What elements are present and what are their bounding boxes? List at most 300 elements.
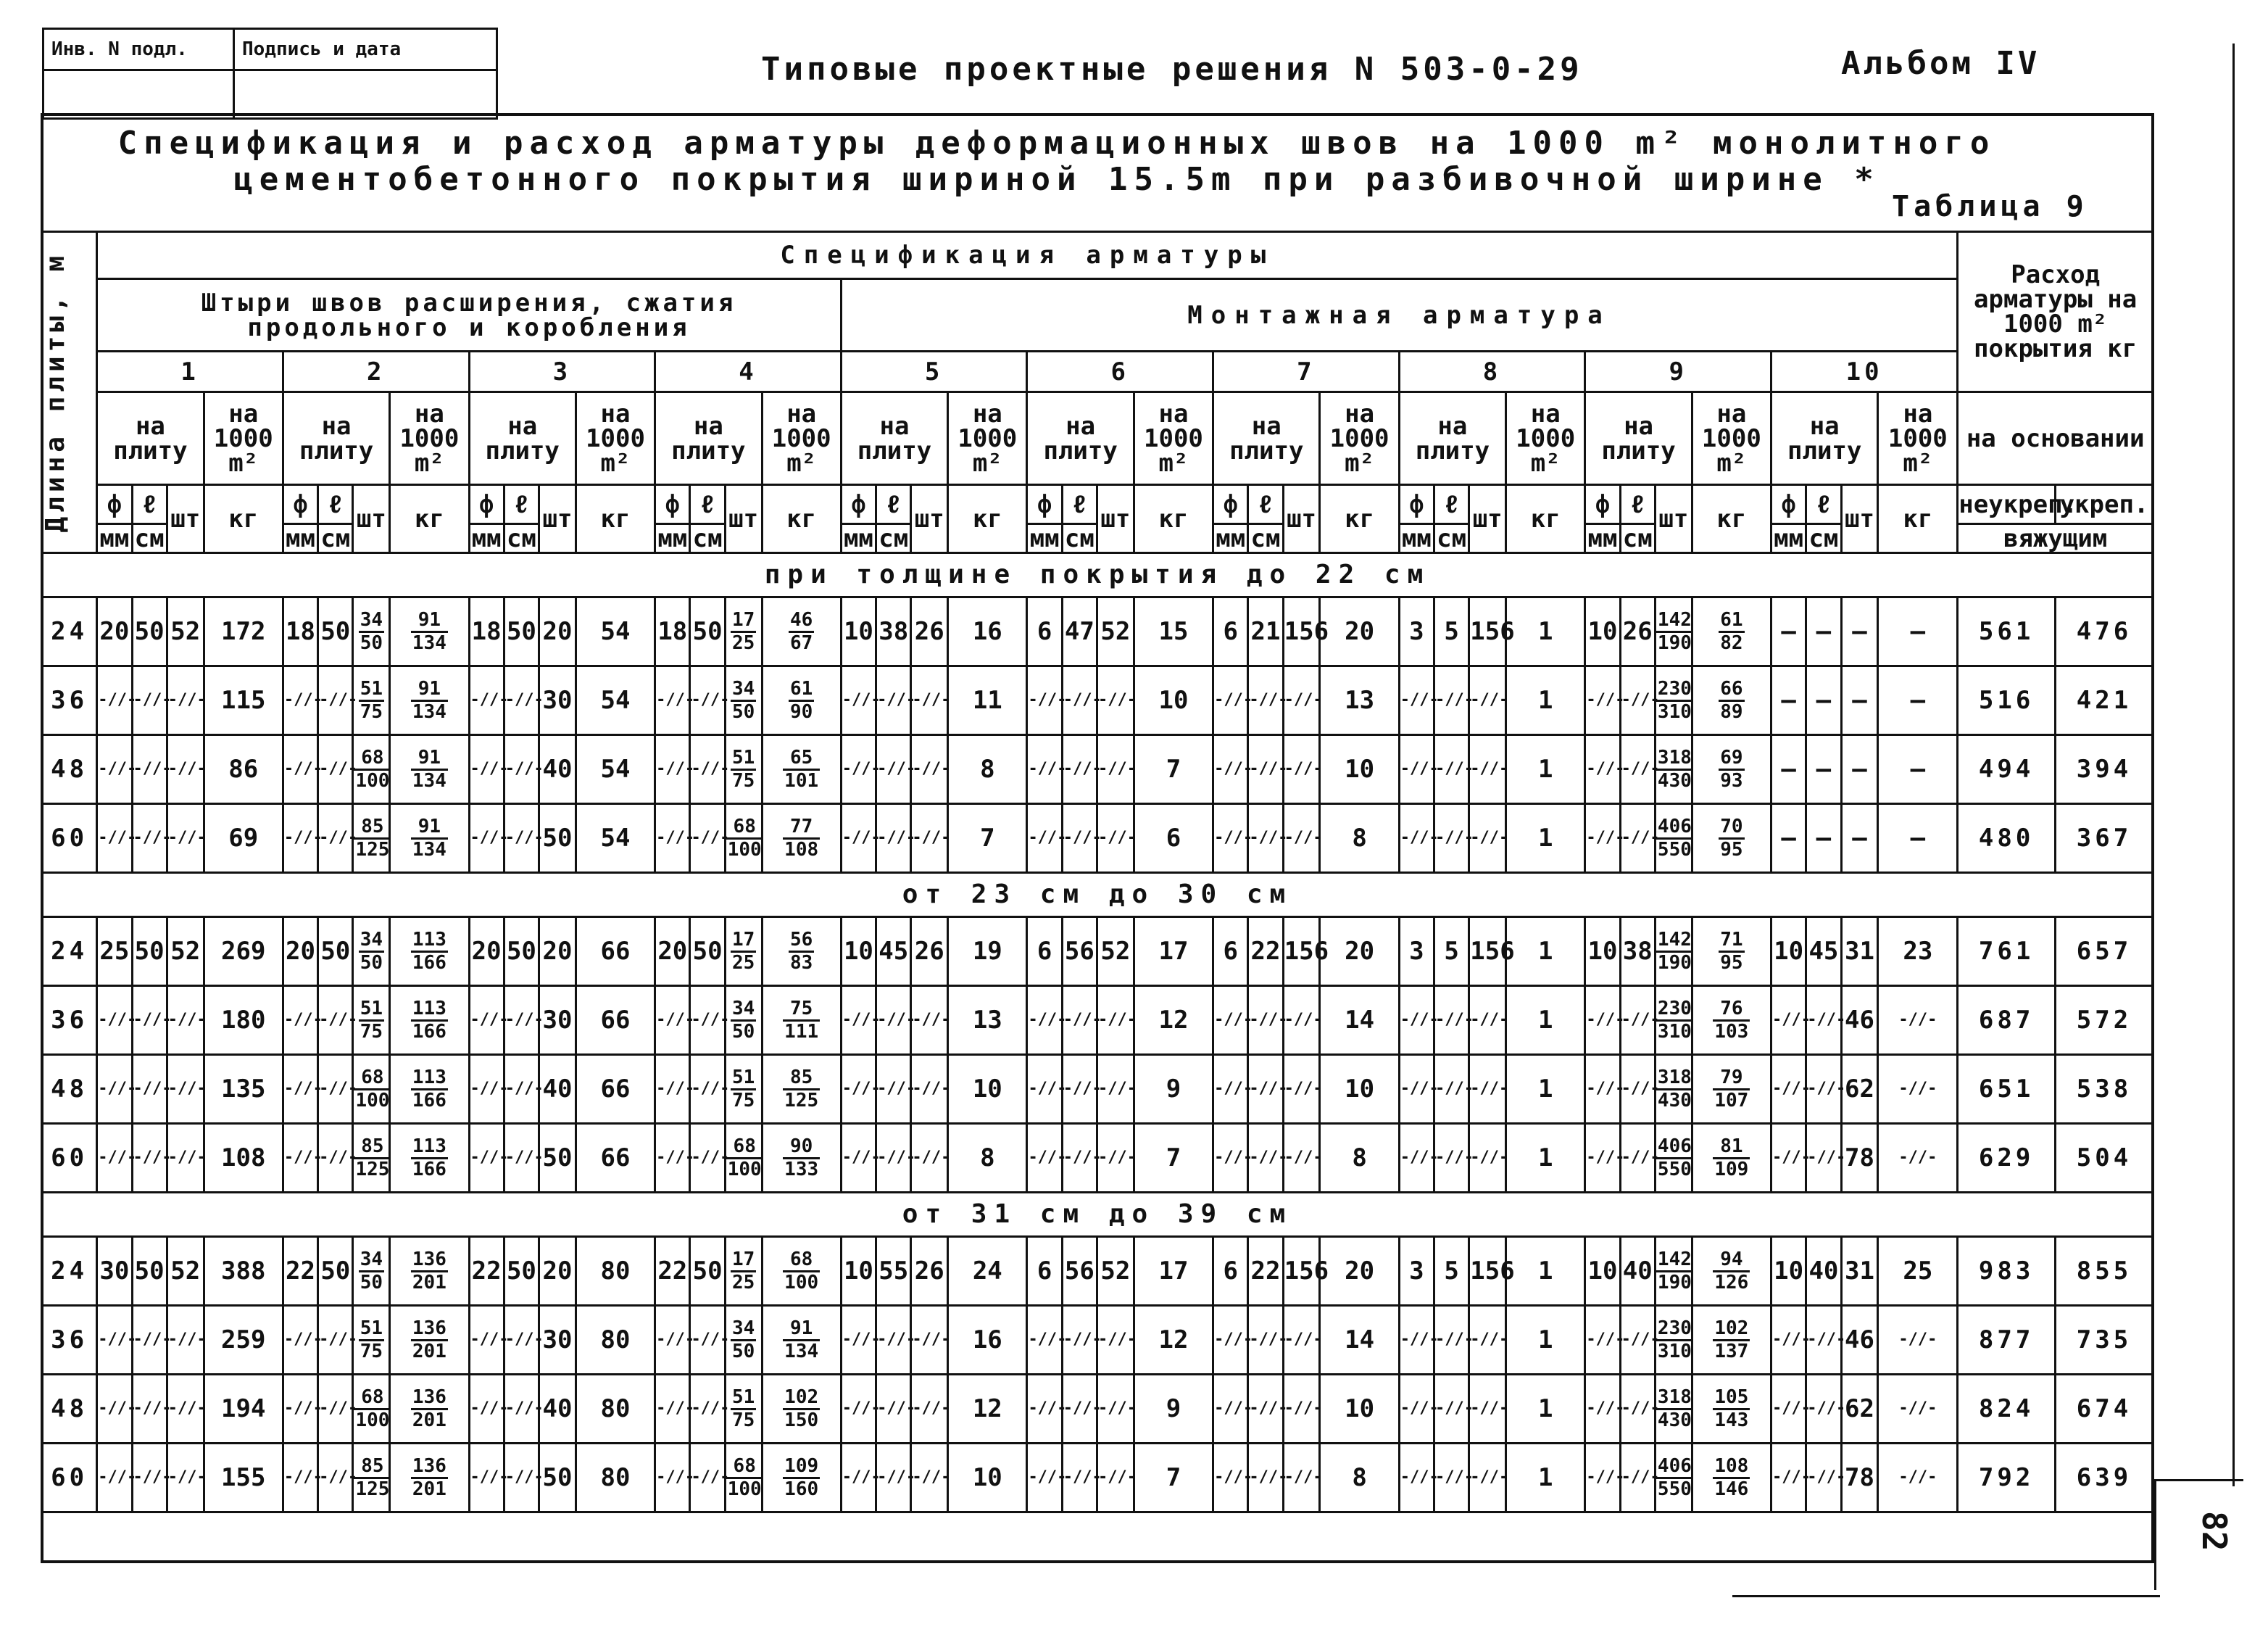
fraction-value <box>411 748 448 791</box>
value-cell: -//- <box>1062 804 1097 873</box>
value-cell: 31 <box>1841 917 1878 986</box>
value-cell: -//- <box>841 986 876 1055</box>
per-1000-header: на 1000 m² <box>948 392 1027 485</box>
value-cell: -//- <box>1399 1124 1434 1193</box>
value-cell: 50 <box>132 1237 167 1306</box>
value-cell: -//- <box>167 804 204 873</box>
fraction-numerator: 91 <box>783 1318 820 1341</box>
value-cell: -//- <box>1097 1306 1134 1375</box>
per-slab-header: на плиту <box>283 392 389 485</box>
value-cell: 30 <box>539 1306 576 1375</box>
fraction-denominator: 75 <box>360 1340 383 1362</box>
value-cell: -//- <box>1469 1375 1506 1444</box>
consumption-unstrengthened: 761 <box>1958 917 2056 986</box>
value-cell: -//- <box>841 1375 876 1444</box>
fraction-numerator: 17 <box>731 610 756 633</box>
value-cell: -//- <box>876 666 911 735</box>
fraction-value <box>1713 998 1750 1042</box>
fraction-denominator: 146 <box>1714 1478 1749 1500</box>
value-cell: -//- <box>318 986 353 1055</box>
mm-unit: мм <box>283 524 317 553</box>
value-cell: 86 <box>204 735 283 804</box>
value-cell <box>1692 1444 1771 1512</box>
fraction-numerator: 136 <box>411 1318 448 1341</box>
value-cell <box>725 1055 762 1124</box>
value-cell <box>1692 1055 1771 1124</box>
fraction-denominator: 134 <box>412 769 446 792</box>
value-cell: 66 <box>576 1055 655 1124</box>
value-cell: -//- <box>1027 666 1062 735</box>
value-cell: 6 <box>1213 1237 1248 1306</box>
fraction-denominator: 50 <box>731 1020 755 1043</box>
fraction-denominator: 50 <box>731 700 755 723</box>
fraction-numerator: 77 <box>783 816 820 840</box>
value-cell: -//- <box>1399 1375 1434 1444</box>
consumption-strengthened: 367 <box>2055 804 2153 873</box>
fraction-numerator: 85 <box>354 1136 391 1159</box>
value-cell: 62 <box>1841 1055 1878 1124</box>
fraction-numerator: 113 <box>411 1067 448 1090</box>
value-cell <box>353 986 390 1055</box>
value-cell: -//- <box>1283 735 1320 804</box>
consumption-strengthened: 538 <box>2055 1055 2153 1124</box>
value-cell: — <box>1771 804 1806 873</box>
value-cell: -//- <box>1213 1306 1248 1375</box>
fraction-numerator: 71 <box>1719 930 1744 953</box>
fraction-numerator: 85 <box>354 1456 391 1479</box>
value-cell: -//- <box>1097 986 1134 1055</box>
fraction-numerator: 34 <box>359 930 384 953</box>
value-cell: -//- <box>1097 804 1134 873</box>
table-row <box>42 986 2153 1055</box>
value-cell: -//- <box>504 1306 539 1375</box>
value-cell: 20 <box>539 597 576 666</box>
fraction-numerator: 91 <box>411 679 448 702</box>
value-cell: -//- <box>1283 1306 1320 1375</box>
fraction-value <box>1656 1249 1693 1293</box>
value-cell: — <box>1771 735 1806 804</box>
fraction-denominator: 134 <box>784 1340 819 1362</box>
fraction-value <box>783 1067 820 1111</box>
slab-length-cell: 36 <box>42 666 97 735</box>
cm-unit: см <box>1434 524 1469 553</box>
value-cell <box>353 666 390 735</box>
per-1000-header: на 1000 m² <box>390 392 469 485</box>
pieces-unit: шт <box>1469 485 1506 553</box>
value-cell <box>1692 917 1771 986</box>
value-cell: 56 <box>1062 917 1097 986</box>
fraction-denominator: 75 <box>731 1409 755 1431</box>
fraction-numerator: 105 <box>1713 1387 1750 1410</box>
mm-unit: мм <box>1027 524 1062 553</box>
value-cell: — <box>1878 597 1958 666</box>
table-row <box>42 1124 2153 1193</box>
value-cell: 10 <box>1320 1055 1399 1124</box>
value-cell: 8 <box>948 735 1027 804</box>
value-cell: -//- <box>1248 804 1283 873</box>
value-cell: -//- <box>655 986 690 1055</box>
value-cell: 31 <box>1841 1237 1878 1306</box>
value-cell: 10 <box>1771 917 1806 986</box>
value-cell: 52 <box>167 917 204 986</box>
value-cell: -//- <box>911 1306 948 1375</box>
fraction-numerator: 91 <box>411 610 448 633</box>
value-cell: -//- <box>911 1375 948 1444</box>
value-cell: -//- <box>1213 735 1248 804</box>
slab-length-cell: 60 <box>42 1124 97 1193</box>
value-cell <box>1655 1306 1692 1375</box>
value-cell: — <box>1771 597 1806 666</box>
value-cell: 259 <box>204 1306 283 1375</box>
value-cell: -//- <box>1283 666 1320 735</box>
value-cell: 3 <box>1399 917 1434 986</box>
fraction-numerator: 142 <box>1656 930 1693 953</box>
fraction-value <box>1719 610 1744 653</box>
value-cell <box>762 735 841 804</box>
value-cell: 8 <box>1320 804 1399 873</box>
value-cell: -//- <box>504 986 539 1055</box>
value-cell: 40 <box>539 1375 576 1444</box>
value-cell: -//- <box>1620 735 1655 804</box>
value-cell: -//- <box>1585 735 1620 804</box>
value-cell <box>353 1375 390 1444</box>
value-cell: -//- <box>690 804 725 873</box>
consumption-strengthened: 394 <box>2055 735 2153 804</box>
consumption-strengthened: 504 <box>2055 1124 2153 1193</box>
value-cell <box>390 917 469 986</box>
value-cell: — <box>1841 597 1878 666</box>
value-cell: -//- <box>469 735 504 804</box>
value-cell: 14 <box>1320 986 1399 1055</box>
fraction-value <box>1656 748 1693 791</box>
value-cell: -//- <box>167 666 204 735</box>
value-cell: -//- <box>97 666 132 735</box>
per-1000-header: на 1000 m² <box>1320 392 1399 485</box>
value-cell: -//- <box>318 804 353 873</box>
value-cell: 5 <box>1434 597 1469 666</box>
fraction-numerator: 65 <box>783 748 820 771</box>
value-cell: 54 <box>576 804 655 873</box>
value-cell: -//- <box>1248 1444 1283 1512</box>
table-row <box>42 1444 2153 1512</box>
value-cell: — <box>1806 804 1841 873</box>
per-slab-header: на плиту <box>655 392 762 485</box>
value-cell: -//- <box>469 1124 504 1193</box>
value-cell: -//- <box>1283 1124 1320 1193</box>
pieces-unit: шт <box>725 485 762 553</box>
document-title-line1: Спецификация и расход арматуры деформационных швов на 1000 m² монолитного <box>117 125 1996 162</box>
consumption-strengthened: 639 <box>2055 1444 2153 1512</box>
value-cell: -//- <box>1469 986 1506 1055</box>
value-cell: 25 <box>1878 1237 1958 1306</box>
fraction-denominator: 25 <box>731 951 755 974</box>
value-cell: -//- <box>1097 1124 1134 1193</box>
value-cell: 172 <box>204 597 283 666</box>
fraction-numerator: 68 <box>726 1456 763 1479</box>
fraction-value <box>1713 1318 1750 1362</box>
value-cell: -//- <box>1399 986 1434 1055</box>
fraction-numerator: 406 <box>1656 1136 1693 1159</box>
fraction-value <box>359 679 384 722</box>
value-cell: 10 <box>1771 1237 1806 1306</box>
value-cell <box>390 986 469 1055</box>
value-cell: 40 <box>539 1055 576 1124</box>
value-cell: -//- <box>167 986 204 1055</box>
value-cell: 30 <box>539 666 576 735</box>
fraction-denominator: 89 <box>1720 700 1743 723</box>
value-cell: -//- <box>132 1306 167 1375</box>
value-cell: -//- <box>504 1444 539 1512</box>
value-cell <box>353 1124 390 1193</box>
fraction-value <box>1719 930 1744 973</box>
fraction-numerator: 102 <box>783 1387 820 1410</box>
fraction-value <box>783 748 820 791</box>
value-cell: 38 <box>1620 917 1655 986</box>
value-cell: 115 <box>204 666 283 735</box>
section-label: от 23 см до 30 см <box>42 873 2153 917</box>
fraction-numerator: 34 <box>359 1249 384 1272</box>
pieces-unit: шт <box>1655 485 1692 553</box>
value-cell: 10 <box>948 1055 1027 1124</box>
consumption-strengthened: 657 <box>2055 917 2153 986</box>
value-cell: 12 <box>1134 1306 1213 1375</box>
fraction-numerator: 34 <box>359 610 384 633</box>
value-cell: 50 <box>539 1124 576 1193</box>
value-cell <box>353 1306 390 1375</box>
value-cell: -//- <box>690 1375 725 1444</box>
value-cell: 20 <box>1320 1237 1399 1306</box>
fraction-denominator: 93 <box>1720 769 1743 792</box>
value-cell: -//- <box>1027 986 1062 1055</box>
section-label: при толщине покрытия до 22 см <box>42 553 2153 597</box>
fraction-value <box>359 998 384 1042</box>
value-cell <box>1655 986 1692 1055</box>
value-cell: -//- <box>283 1375 317 1444</box>
fraction-denominator: 82 <box>1720 632 1743 654</box>
value-cell <box>1692 597 1771 666</box>
value-cell: -//- <box>841 666 876 735</box>
value-cell: -//- <box>469 1444 504 1512</box>
value-cell: -//- <box>132 804 167 873</box>
fraction-numerator: 17 <box>731 930 756 953</box>
length-symbol: ℓ <box>1434 485 1469 524</box>
value-cell: 13 <box>1320 666 1399 735</box>
length-symbol: ℓ <box>318 485 353 524</box>
value-cell: -//- <box>318 1306 353 1375</box>
fraction-denominator: 550 <box>1657 1478 1692 1500</box>
value-cell: -//- <box>1399 1055 1434 1124</box>
value-cell: -//- <box>167 1306 204 1375</box>
consumption-unstrengthened: 792 <box>1958 1444 2056 1512</box>
value-cell: -//- <box>318 1055 353 1124</box>
value-cell: — <box>1878 666 1958 735</box>
value-cell: 52 <box>1097 917 1134 986</box>
fraction-value <box>783 1387 820 1431</box>
mm-unit: мм <box>469 524 504 553</box>
value-cell: -//- <box>655 1375 690 1444</box>
value-cell: -//- <box>318 1444 353 1512</box>
value-cell: 26 <box>911 597 948 666</box>
value-cell: -//- <box>1283 1055 1320 1124</box>
fraction-value <box>731 1249 756 1293</box>
value-cell <box>725 917 762 986</box>
value-cell: -//- <box>469 986 504 1055</box>
value-cell: -//- <box>1620 1306 1655 1375</box>
value-cell <box>390 1124 469 1193</box>
value-cell: 12 <box>1134 986 1213 1055</box>
value-cell: 6 <box>1213 917 1248 986</box>
value-cell <box>762 1444 841 1512</box>
fraction-value <box>726 1136 763 1180</box>
value-cell: -//- <box>167 1055 204 1124</box>
value-cell: -//- <box>1434 666 1469 735</box>
fraction-value <box>731 610 756 653</box>
value-cell: 1 <box>1506 1306 1585 1375</box>
fraction-value <box>411 1249 448 1293</box>
value-cell: 30 <box>539 986 576 1055</box>
cm-unit: см <box>1806 524 1841 553</box>
value-cell: -//- <box>1097 1444 1134 1512</box>
fraction-numerator: 91 <box>411 748 448 771</box>
value-cell <box>1692 804 1771 873</box>
value-cell: -//- <box>132 1055 167 1124</box>
fraction-value <box>783 998 820 1042</box>
value-cell: 1 <box>1506 1124 1585 1193</box>
value-cell: 8 <box>1320 1444 1399 1512</box>
kg-unit: кг <box>390 485 469 553</box>
value-cell: 10 <box>1585 917 1620 986</box>
fraction-denominator: 126 <box>1714 1271 1749 1293</box>
fraction-denominator: 190 <box>1657 632 1692 654</box>
fraction-numerator: 230 <box>1656 679 1693 702</box>
fraction-denominator: 90 <box>790 700 813 723</box>
value-cell: -//- <box>1097 1375 1134 1444</box>
fraction-numerator: 142 <box>1656 610 1693 633</box>
value-cell: 194 <box>204 1375 283 1444</box>
value-cell: 1 <box>1506 597 1585 666</box>
value-cell: 20 <box>539 1237 576 1306</box>
value-cell: 22 <box>283 1237 317 1306</box>
slab-length-cell: 48 <box>42 735 97 804</box>
value-cell: 8 <box>1320 1124 1399 1193</box>
fraction-value <box>411 1456 448 1499</box>
value-cell: 156 <box>1469 597 1506 666</box>
value-cell <box>1692 1124 1771 1193</box>
value-cell: 50 <box>132 917 167 986</box>
fraction-value <box>359 930 384 973</box>
fraction-denominator: 166 <box>412 1158 446 1180</box>
pieces-unit: шт <box>539 485 576 553</box>
value-cell: 10 <box>841 597 876 666</box>
value-cell: -//- <box>1248 1055 1283 1124</box>
slab-length-cell: 24 <box>42 917 97 986</box>
fraction-numerator: 113 <box>411 998 448 1022</box>
table-row <box>42 666 2153 735</box>
length-symbol: ℓ <box>876 485 911 524</box>
consumption-unstrengthened: 687 <box>1958 986 2056 1055</box>
fraction-numerator: 136 <box>411 1456 448 1479</box>
value-cell: -//- <box>841 1055 876 1124</box>
fraction-value <box>1713 1456 1750 1499</box>
value-cell: 269 <box>204 917 283 986</box>
fraction-value <box>354 1067 391 1111</box>
consumption-strengthened: 855 <box>2055 1237 2153 1306</box>
value-cell: 20 <box>469 917 504 986</box>
mount-header: Монтажная арматура <box>841 279 1957 352</box>
fraction-value <box>411 816 448 860</box>
fraction-numerator: 113 <box>411 1136 448 1159</box>
value-cell: 62 <box>1841 1375 1878 1444</box>
fraction-numerator: 68 <box>354 1387 391 1410</box>
fraction-numerator: 68 <box>354 1067 391 1090</box>
right-rule <box>2232 44 2235 1486</box>
fraction-numerator: 69 <box>1719 748 1744 771</box>
value-cell <box>725 986 762 1055</box>
value-cell: -//- <box>1585 804 1620 873</box>
fraction-numerator: 90 <box>783 1136 820 1159</box>
value-cell: -//- <box>283 986 317 1055</box>
group-number: 10 <box>1771 352 1958 392</box>
value-cell: -//- <box>1806 1055 1841 1124</box>
phi-symbol: ф <box>97 485 132 524</box>
fraction-numerator: 318 <box>1656 748 1693 771</box>
fraction-value <box>726 816 763 860</box>
group-number: 6 <box>1027 352 1213 392</box>
consumption-header: Расход арматуры на 1000 m² покрытия кг <box>1958 232 2153 392</box>
kg-unit: кг <box>762 485 841 553</box>
phi-symbol: ф <box>1213 485 1248 524</box>
fraction-denominator: 107 <box>1714 1089 1749 1111</box>
fraction-value <box>1656 816 1693 860</box>
value-cell: 38 <box>876 597 911 666</box>
value-cell: 15 <box>1134 597 1213 666</box>
value-cell: -//- <box>97 986 132 1055</box>
fraction-numerator: 85 <box>783 1067 820 1090</box>
value-cell: 80 <box>576 1237 655 1306</box>
value-cell <box>1655 1237 1692 1306</box>
value-cell: 50 <box>690 917 725 986</box>
fraction-numerator: 109 <box>783 1456 820 1479</box>
fraction-numerator: 61 <box>789 679 814 702</box>
value-cell: -//- <box>1248 1124 1283 1193</box>
fraction-denominator: 109 <box>1714 1158 1749 1180</box>
value-cell: -//- <box>1434 735 1469 804</box>
value-cell <box>725 1237 762 1306</box>
value-cell: -//- <box>876 1375 911 1444</box>
value-cell: 16 <box>948 597 1027 666</box>
value-cell: -//- <box>504 1375 539 1444</box>
value-cell: 10 <box>1134 666 1213 735</box>
value-cell: 52 <box>1097 1237 1134 1306</box>
fraction-value <box>1719 748 1744 791</box>
group-number: 5 <box>841 352 1027 392</box>
value-cell: -//- <box>876 986 911 1055</box>
pieces-unit: шт <box>911 485 948 553</box>
value-cell: -//- <box>1062 735 1097 804</box>
value-cell: -//- <box>1469 666 1506 735</box>
per-slab-header: на плиту <box>97 392 204 485</box>
value-cell: 54 <box>576 597 655 666</box>
fraction-value <box>411 679 448 722</box>
fraction-value <box>731 748 756 791</box>
fraction-numerator: 61 <box>1719 610 1744 633</box>
length-symbol: ℓ <box>1620 485 1655 524</box>
slab-length-cell: 24 <box>42 597 97 666</box>
value-cell: -//- <box>1213 986 1248 1055</box>
value-cell: 7 <box>1134 1444 1213 1512</box>
value-cell: -//- <box>655 804 690 873</box>
fraction-value <box>411 930 448 973</box>
